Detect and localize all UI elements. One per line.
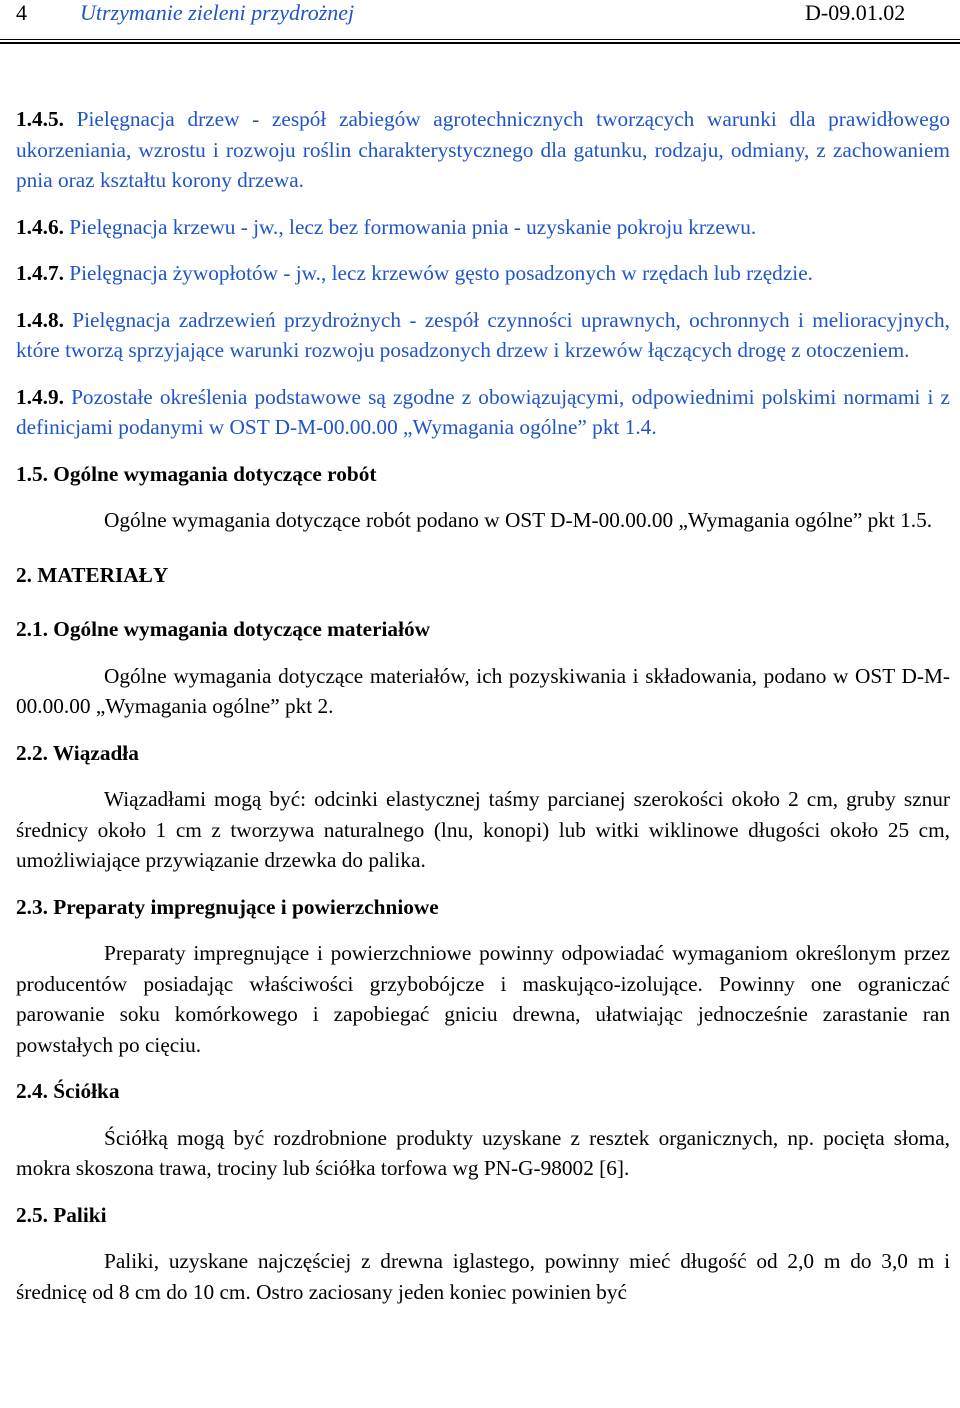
paragraph-1-4-5 xyxy=(16,104,950,196)
paragraph-text: Pielęgnacja zadrzewień przydrożnych - zespół czynności uprawnych, ochronnych i melioracyjnych, które tworzą sprzyjające warunki rozwoju posadzonych drzew i krzewów łączących drogę z otoczeniem. xyxy=(16,307,950,362)
paragraph-2-5: Paliki, uzyskane najczęściej z drewna iglastego, powinny mieć długość od 2,0 m do 3,0 m i średnicę od 8 cm do 10 cm. Ostro zaciosany jeden koniec powinien być xyxy=(16,1249,950,1304)
header-rule-thick xyxy=(0,42,960,44)
heading-1-5: 1.5. Ogólne wymagania dotyczące robót xyxy=(16,461,377,486)
paragraph-text: Pielęgnacja żywopłotów - jw., lecz krzewów gęsto posadzonych w rzędach lub rzędzie. xyxy=(69,261,813,285)
header-rule xyxy=(0,39,960,40)
heading-2-3: 2.3. Preparaty impregnujące i powierzchniowe xyxy=(16,894,439,919)
section-number: 1.4.7. xyxy=(16,261,64,285)
paragraph-1-4-7 xyxy=(16,258,950,289)
document-body xyxy=(16,104,950,1307)
paragraph-text: Pielęgnacja krzewu - jw., lecz bez formowania pnia - uzyskanie pokroju krzewu. xyxy=(69,214,757,239)
paragraph-1-4-6 xyxy=(16,212,950,243)
document-title: Utrzymanie zieleni przydrożnej xyxy=(80,0,355,25)
paragraph-2-3: Preparaty impregnujące i powierzchniowe powinny odpowiadać wymaganiom określonym przez producentów posiadając właściwości grzybobójcze i maskująco-izolujące. Powinny one ograniczać parowanie soku komórkowego i zapobiegać gniciu drewna, ułatwiając jednocześnie zarastanie ran powstałych po cięciu. xyxy=(16,941,950,1057)
section-number: 1.4.8. xyxy=(16,307,64,332)
paragraph-text: Pielęgnacja drzew - zespół zabiegów agrotechnicznych tworzących warunki dla prawidłowego ukorzeniania, wzrostu i rozwoju roślin charakterystycznego dla gatunku, rodzaju, odmiany, z zachowaniem pnia oraz kształtu korony drzewa. xyxy=(16,107,950,192)
paragraph-2-2: Wiązadłami mogą być: odcinki elastycznej taśmy parcianej szerokości około 2 cm, gruby sznur średnicy około 1 cm z tworzywa naturalnego (lnu, konopi) lub witki wiklinowe długości około 25 cm, umożliwiające przywiązanie drzewka do palika. xyxy=(16,787,950,872)
page-number: 4 xyxy=(16,0,27,25)
page-header xyxy=(0,0,960,30)
heading-2: 2. MATERIAŁY xyxy=(16,562,169,587)
document-code: D-09.01.02 xyxy=(805,0,906,25)
paragraph-text: Pozostałe określenia podstawowe są zgodne z obowiązującymi, odpowiednimi polskimi normami i z definicjami podanymi w OST D-M-00.00.00 „Wymagania ogólne” pkt 1.4. xyxy=(16,384,950,439)
section-number: 1.4.5. xyxy=(16,107,64,131)
heading-2-2: 2.2. Wiązadła xyxy=(16,740,139,765)
section-number: 1.4.6. xyxy=(16,214,64,239)
paragraph-2-4: Ściółką mogą być rozdrobnione produkty uzyskane z resztek organicznych, np. pocięta słoma, mokra skoszona trawa, trociny lub ściółka torfowa wg PN-G-98002 [6]. xyxy=(16,1125,950,1180)
paragraph-1-5: Ogólne wymagania dotyczące robót podano w OST D-M-00.00.00 „Wymagania ogólne” pkt 1.5. xyxy=(104,508,933,532)
paragraph-2-1: Ogólne wymagania dotyczące materiałów, ich pozyskiwania i składowania, podano w OST D-M-00.00.00 „Wymagania ogólne” pkt 2. xyxy=(16,663,950,718)
section-number: 1.4.9. xyxy=(16,384,64,409)
heading-2-1: 2.1. Ogólne wymagania dotyczące materiałów xyxy=(16,617,431,641)
heading-2-5: 2.5. Paliki xyxy=(16,1202,107,1227)
heading-2-4: 2.4. Ściółka xyxy=(16,1079,120,1103)
paragraph-1-4-9 xyxy=(16,382,950,443)
paragraph-1-4-8 xyxy=(16,305,950,366)
